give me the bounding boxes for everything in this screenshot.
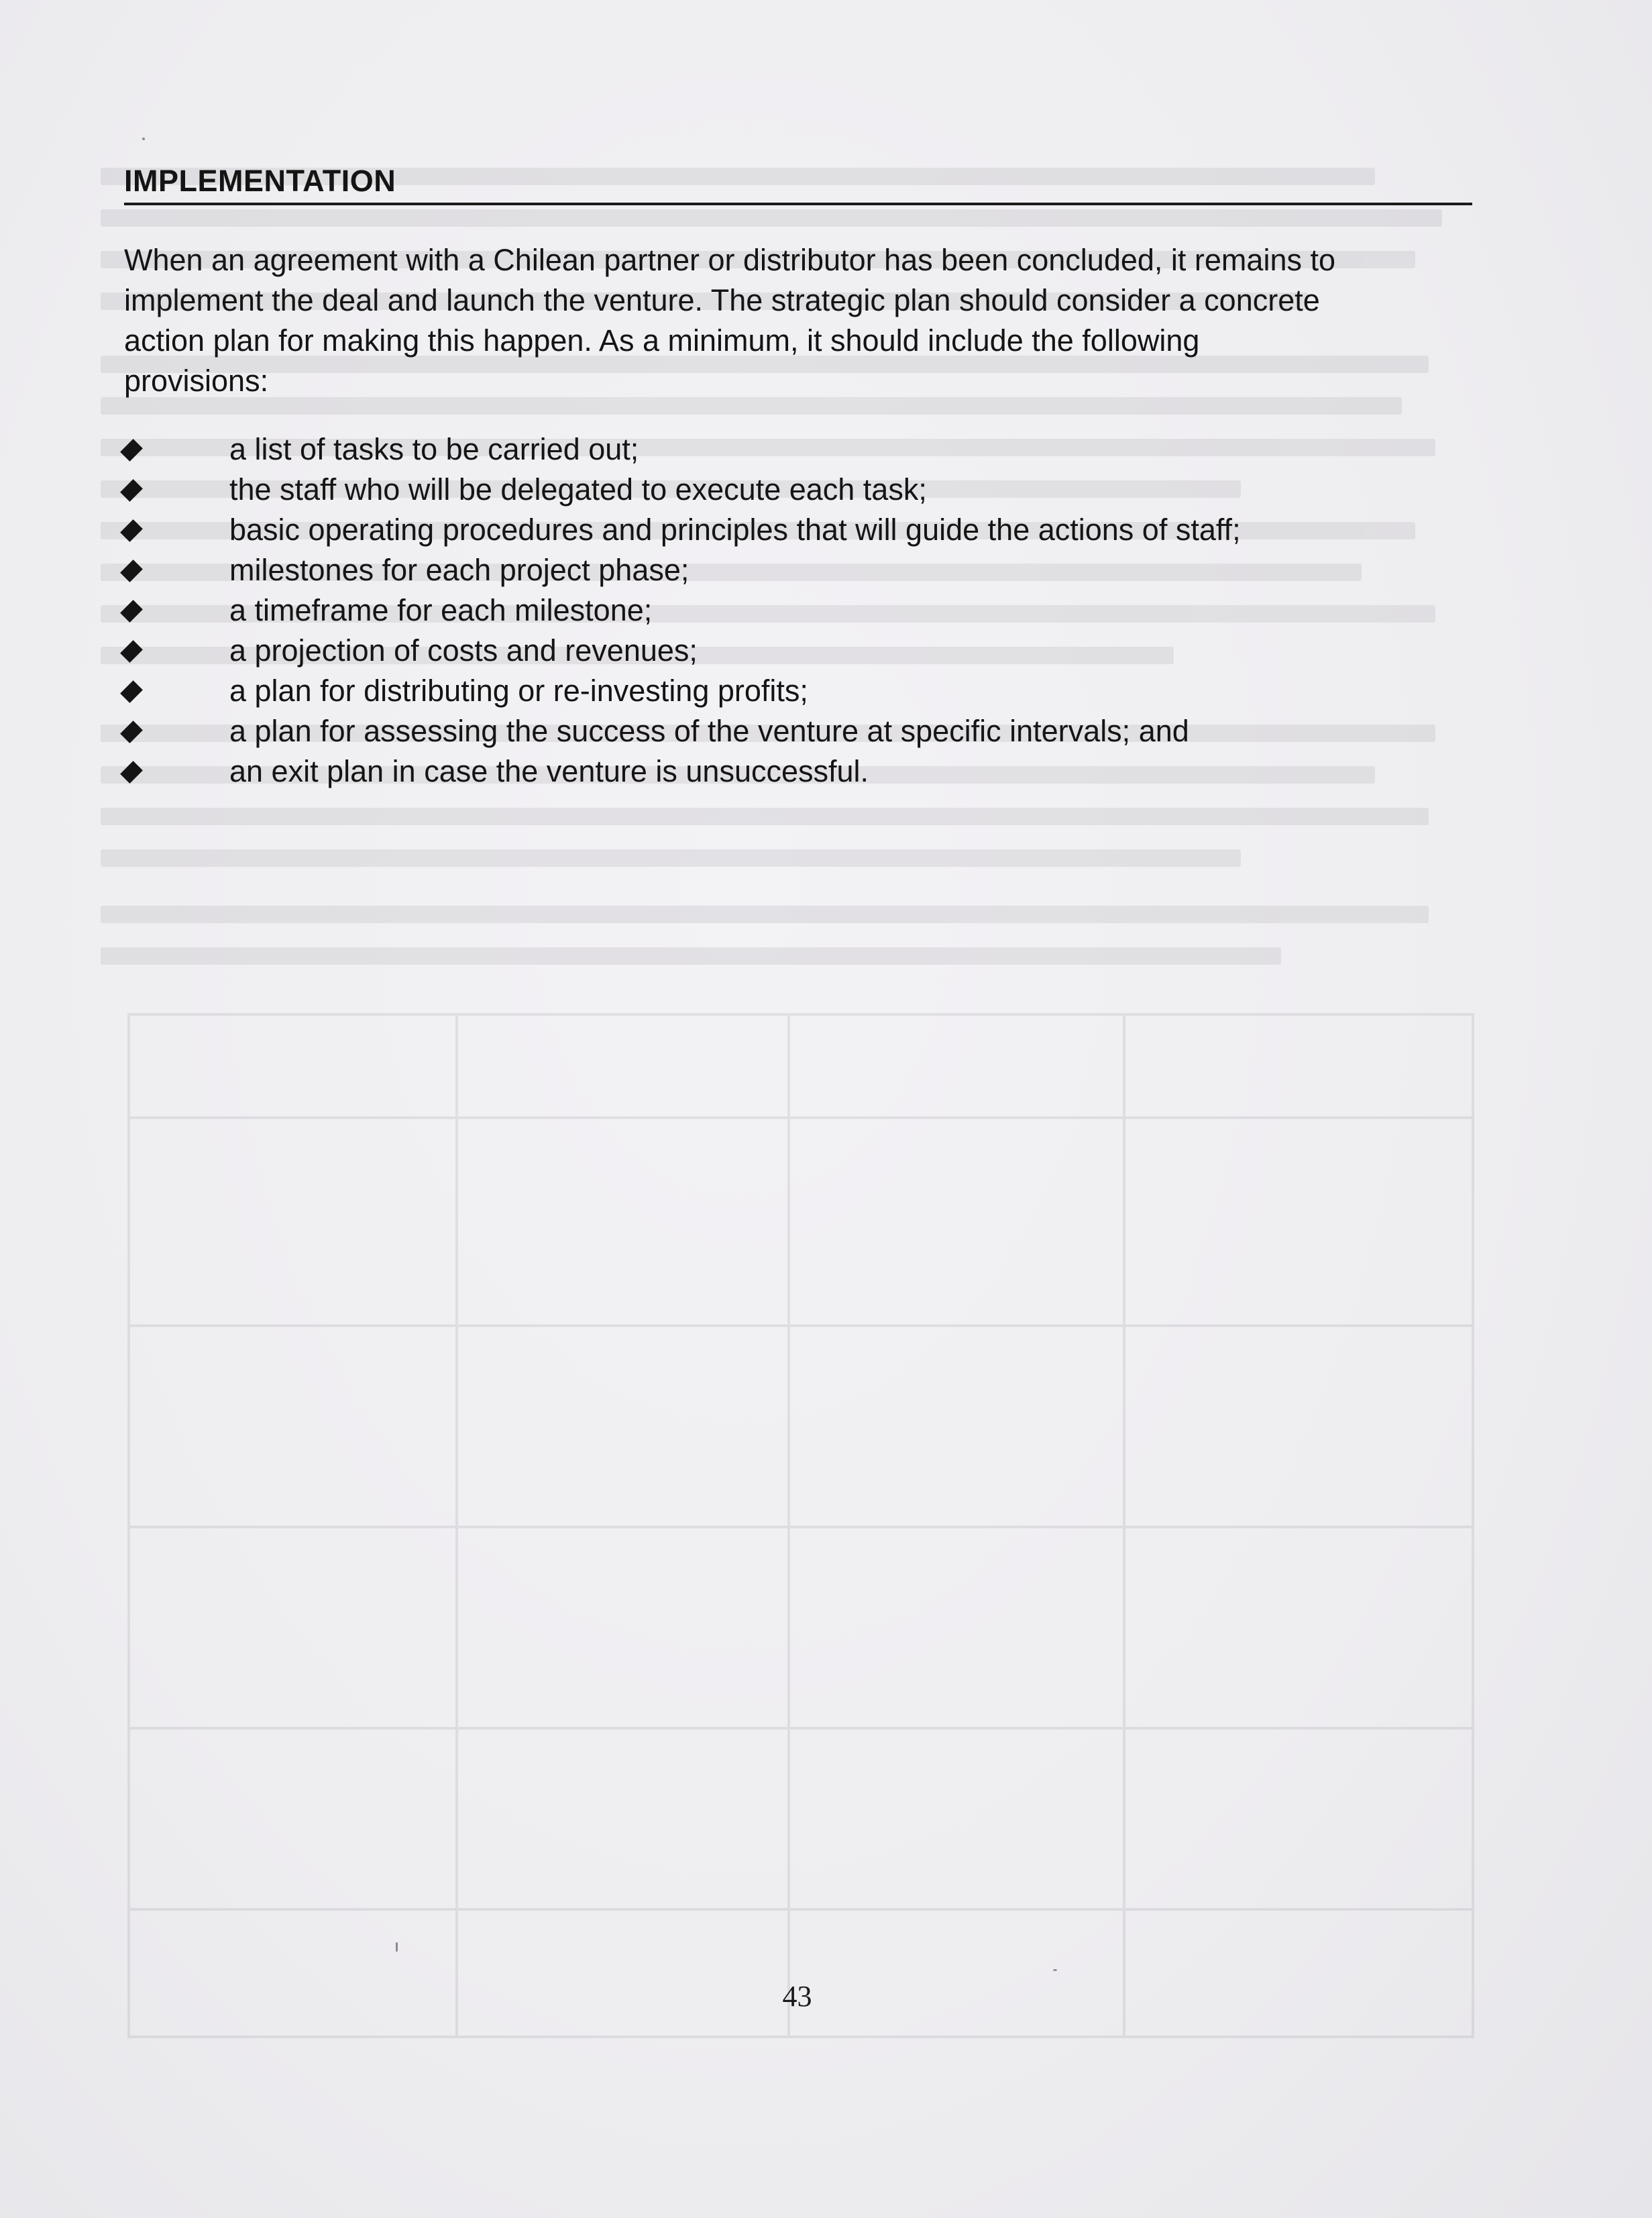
diamond-bullet-icon [120,439,143,462]
diamond-bullet-icon [120,721,143,743]
list-item-text: the staff who will be delegated to execute each task; [229,472,927,507]
intro-line: action plan for making this happen. As a minimum, it should include the following [124,323,1200,358]
list-item [124,711,1506,751]
heading-underline [124,203,1472,205]
document-body [124,161,1506,792]
paper-speck [1053,1969,1057,1971]
list-item [124,590,1506,631]
list-item [124,470,1506,510]
intro-line: implement the deal and launch the venture. The strategic plan should consider a concrete [124,283,1320,317]
section-heading: IMPLEMENTATION [124,164,396,198]
paper-speck [396,1942,398,1952]
list-item-text: milestones for each project phase; [229,553,690,587]
list-item-text: a list of tasks to be carried out; [229,432,639,466]
diamond-bullet-icon [120,560,143,582]
intro-line: When an agreement with a Chilean partner or distributor has been concluded, it remains to [124,243,1335,277]
list-item [124,550,1506,590]
list-item-text: a timeframe for each milestone; [229,593,653,627]
intro-line: provisions: [124,364,269,398]
list-item [124,671,1506,711]
provisions-list [124,429,1506,792]
list-item [124,429,1506,470]
page-number: 43 [782,1980,812,2013]
diamond-bullet-icon [120,640,143,663]
list-item [124,751,1506,792]
diamond-bullet-icon [120,680,143,703]
list-item [124,631,1506,671]
list-item [124,510,1506,550]
diamond-bullet-icon [120,479,143,502]
paper-speck [142,138,145,140]
intro-paragraph [124,240,1499,401]
list-item-text: a plan for distributing or re-investing profits; [229,674,808,708]
list-item-text: an exit plan in case the venture is unsuccessful. [229,754,869,788]
diamond-bullet-icon [120,761,143,784]
list-item-text: a projection of costs and revenues; [229,633,698,668]
diamond-bullet-icon [120,519,143,542]
list-item-text: a plan for assessing the success of the venture at specific intervals; and [229,714,1189,748]
list-item-text: basic operating procedures and principles that will guide the actions of staff; [229,513,1241,547]
diamond-bullet-icon [120,600,143,623]
